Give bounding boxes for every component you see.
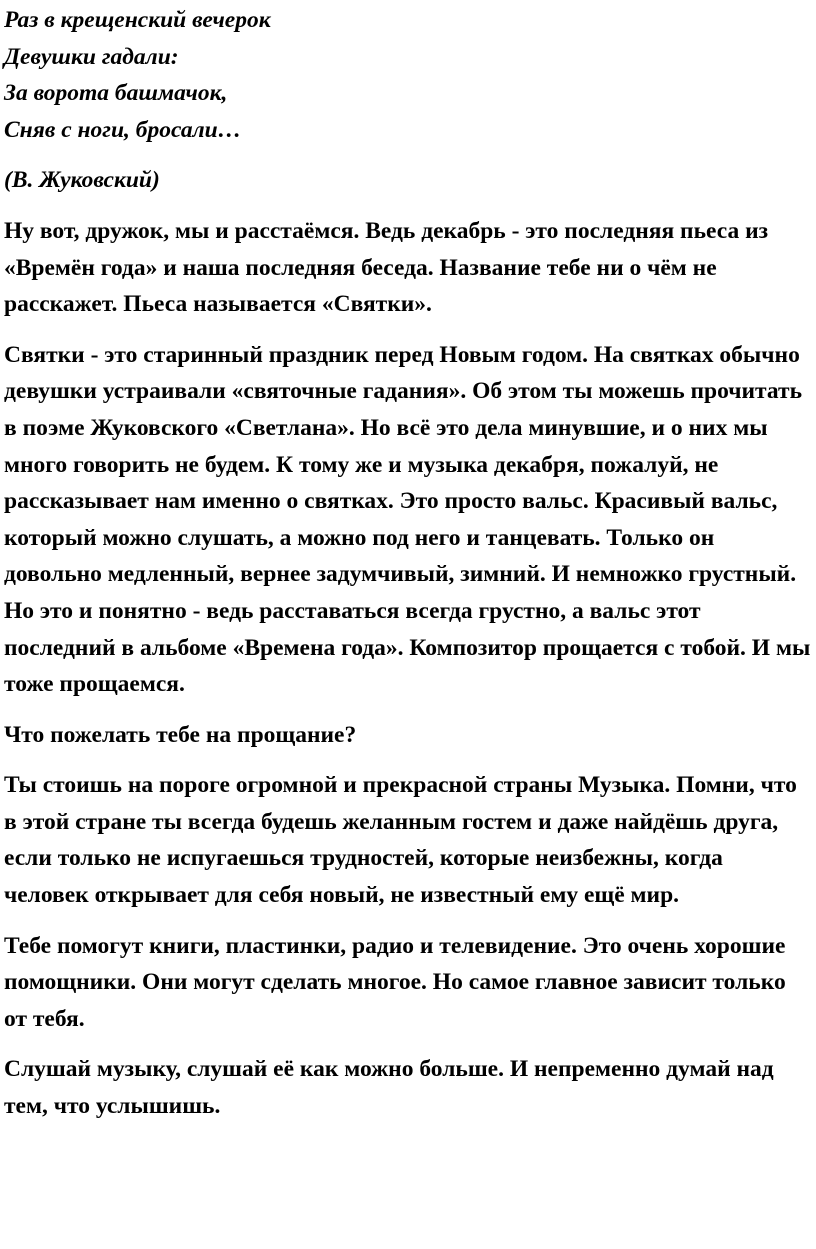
paragraph-music-country: Ты стоишь на пороге огромной и прекрасной страны Музыка. Помни, что в этой стране ты всегда будешь желанным гостем и даже найдёшь друга, если только не испугаешься трудностей, которые неизбежны, когда человек открывает для себя новый, не известный ему ещё мир.: [4, 772, 797, 909]
verse-line: Девушки гадали:: [4, 43, 179, 70]
paragraph-listen: Слушай музыку, слушай её как можно больше. И непременно думай над тем, что услышишь.: [4, 1056, 774, 1120]
verse-line: Раз в крещенский вечерок: [4, 7, 271, 33]
epigraph-author: (В. Жуковский): [4, 167, 160, 194]
paragraph-helpers: Тебе помогут книги, пластинки, радио и телевидение. Это очень хорошие помощники. Они могут сделать многое. Но самое главное зависит только от тебя.: [4, 932, 786, 1032]
document-page: [4, 2, 812, 1125]
verse-line: За ворота башмачок,: [4, 80, 228, 107]
paragraph-farewell-intro: Ну вот, дружок, мы и расстаёмся. Ведь декабрь - это последняя пьеса из «Времён года» и наша последняя беседа. Название тебе ни о чём не расскажет. Пьеса называется «Святки».: [4, 217, 769, 318]
paragraph-svyatki: Святки - это старинный праздник перед Новым годом. На святках обычно девушки устраивали «святочные гадания». Об этом ты можешь прочитать в поэме Жуковского «Светлана». Но всё это дела минувшие, и о них мы много говорить не будем. К тому же и музыка декабря, пожалуй, не рассказывает нам именно о святках. Это просто вальс. Красивый вальс, который можно слушать, а можно под него и танцевать. Только он довольно медленный, вернее задумчивый, зимний. И немножко грустный. Но это и понятно - ведь расставаться всегда грустно, а вальс этот последний в альбоме «Времена года». Композитор прощается с тобой. И мы тоже прощаемся.: [4, 341, 811, 698]
verse-line: Сняв с ноги, бросали…: [4, 116, 242, 143]
epigraph-verse: [4, 2, 812, 148]
paragraph-question: Что пожелать тебе на прощание?: [4, 721, 357, 748]
